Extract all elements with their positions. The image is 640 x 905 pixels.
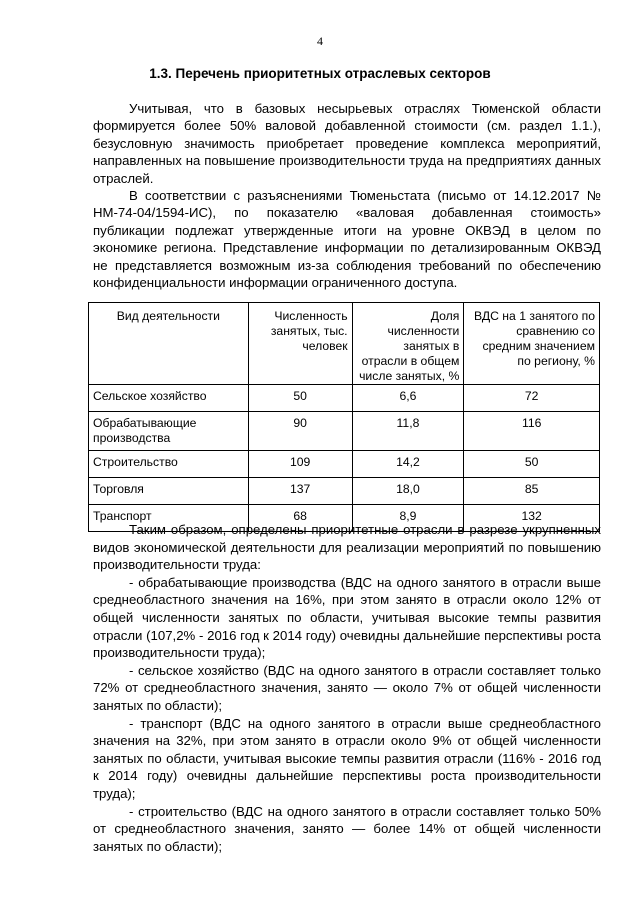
- cell-employed: 109: [248, 451, 352, 478]
- cell-share: 14,2: [352, 451, 464, 478]
- table-row: [89, 478, 600, 505]
- cell-employed: 50: [248, 385, 352, 412]
- priority-item-manufacturing: - обрабатывающие производства (ВДС на одного занятого в отрасли выше среднеобластного значения на 16%, при этом занято в отрасли около 12% от общей численности занятых по области, учитывая высокие темпы развития отрасли (107,2% - 2016 год к 2014 году) очевидны дальнейшие перспективы роста производительности труда);: [93, 574, 601, 661]
- conclusion-text: [93, 521, 601, 855]
- intro-paragraph: В соответствии с разъяснениями Тюменьстата (письмо от 14.12.2017 № НМ-74-04/1594-ИС), по показателю «валовая добавленная стоимость» публикации подлежат утвержденные итоги на уровне ОКВЭД в целом по экономике региона. Представление информации по детализированным ОКВЭД не представляется возможным из-за соблюдения требований по обеспечению конфиденциальности информации ограниченного доступа.: [93, 188, 601, 291]
- table-row: [89, 451, 600, 478]
- table-header-row: [89, 303, 600, 385]
- cell-gva: 85: [464, 478, 600, 505]
- cell-activity: Сельское хозяйство: [89, 385, 249, 412]
- header-share: Доля численности занятых в отрасли в общем числе занятых, %: [352, 303, 464, 385]
- cell-share: 6,6: [352, 385, 464, 412]
- conclusion-paragraph: Таким образом, определены приоритетные отрасли в разрезе укрупненных видов экономической деятельности для реализации мероприятий по повышению производительности труда:: [93, 522, 601, 573]
- intro-text: [93, 100, 601, 291]
- table-row: [89, 412, 600, 451]
- cell-activity: Транспорт: [89, 505, 249, 532]
- cell-employed: 68: [248, 505, 352, 532]
- priority-item-transport: - транспорт (ВДС на одного занятого в отрасли выше среднеобластного значения на 32%, при этом занято в отрасли около 9% от общей численности занятых по области, учитывая высокие темпы развития отрасли (116% - 2016 год к 2014 году) очевидны дальнейшие перспективы роста производительности труда);: [93, 715, 601, 801]
- cell-share: 11,8: [352, 412, 464, 451]
- cell-employed: 90: [248, 412, 352, 451]
- header-activity: Вид деятельности: [89, 303, 249, 385]
- cell-activity: Торговля: [89, 478, 249, 505]
- cell-gva: 116: [464, 412, 600, 451]
- cell-gva: 50: [464, 451, 600, 478]
- header-employed: Численность занятых, тыс. человек: [248, 303, 352, 385]
- sector-table: [88, 302, 600, 532]
- intro-paragraph: Учитывая, что в базовых несырьевых отраслях Тюменской области формируется более 50% валовой добавленной стоимости (см. раздел 1.1.), безусловную значимость приобретает проведение комплекса мероприятий, направленных на повышение производительности труда на предприятиях данных отраслей.: [93, 101, 601, 186]
- section-heading: 1.3. Перечень приоритетных отраслевых секторов: [149, 66, 491, 81]
- header-gva: ВДС на 1 занятого по сравнению со средним значением по региону, %: [464, 303, 600, 385]
- cell-activity: Строительство: [89, 451, 249, 478]
- cell-gva: 72: [464, 385, 600, 412]
- cell-share: 18,0: [352, 478, 464, 505]
- priority-item-agriculture: - сельское хозяйство (ВДС на одного занятого в отрасли составляет только 72% от среднеобластного значения, занято — около 7% от общей численности занятых по области);: [93, 662, 601, 713]
- cell-gva: 132: [464, 505, 600, 532]
- cell-share: 8,9: [352, 505, 464, 532]
- page-number: 4: [317, 34, 323, 48]
- cell-activity: Обрабатывающие производства: [89, 412, 249, 451]
- cell-employed: 137: [248, 478, 352, 505]
- priority-item-construction: - строительство (ВДС на одного занятого в отрасли составляет только 50% от среднеобластного значения, занято — более 14% от общей численности занятых по области);: [93, 803, 601, 854]
- table-row: [89, 385, 600, 412]
